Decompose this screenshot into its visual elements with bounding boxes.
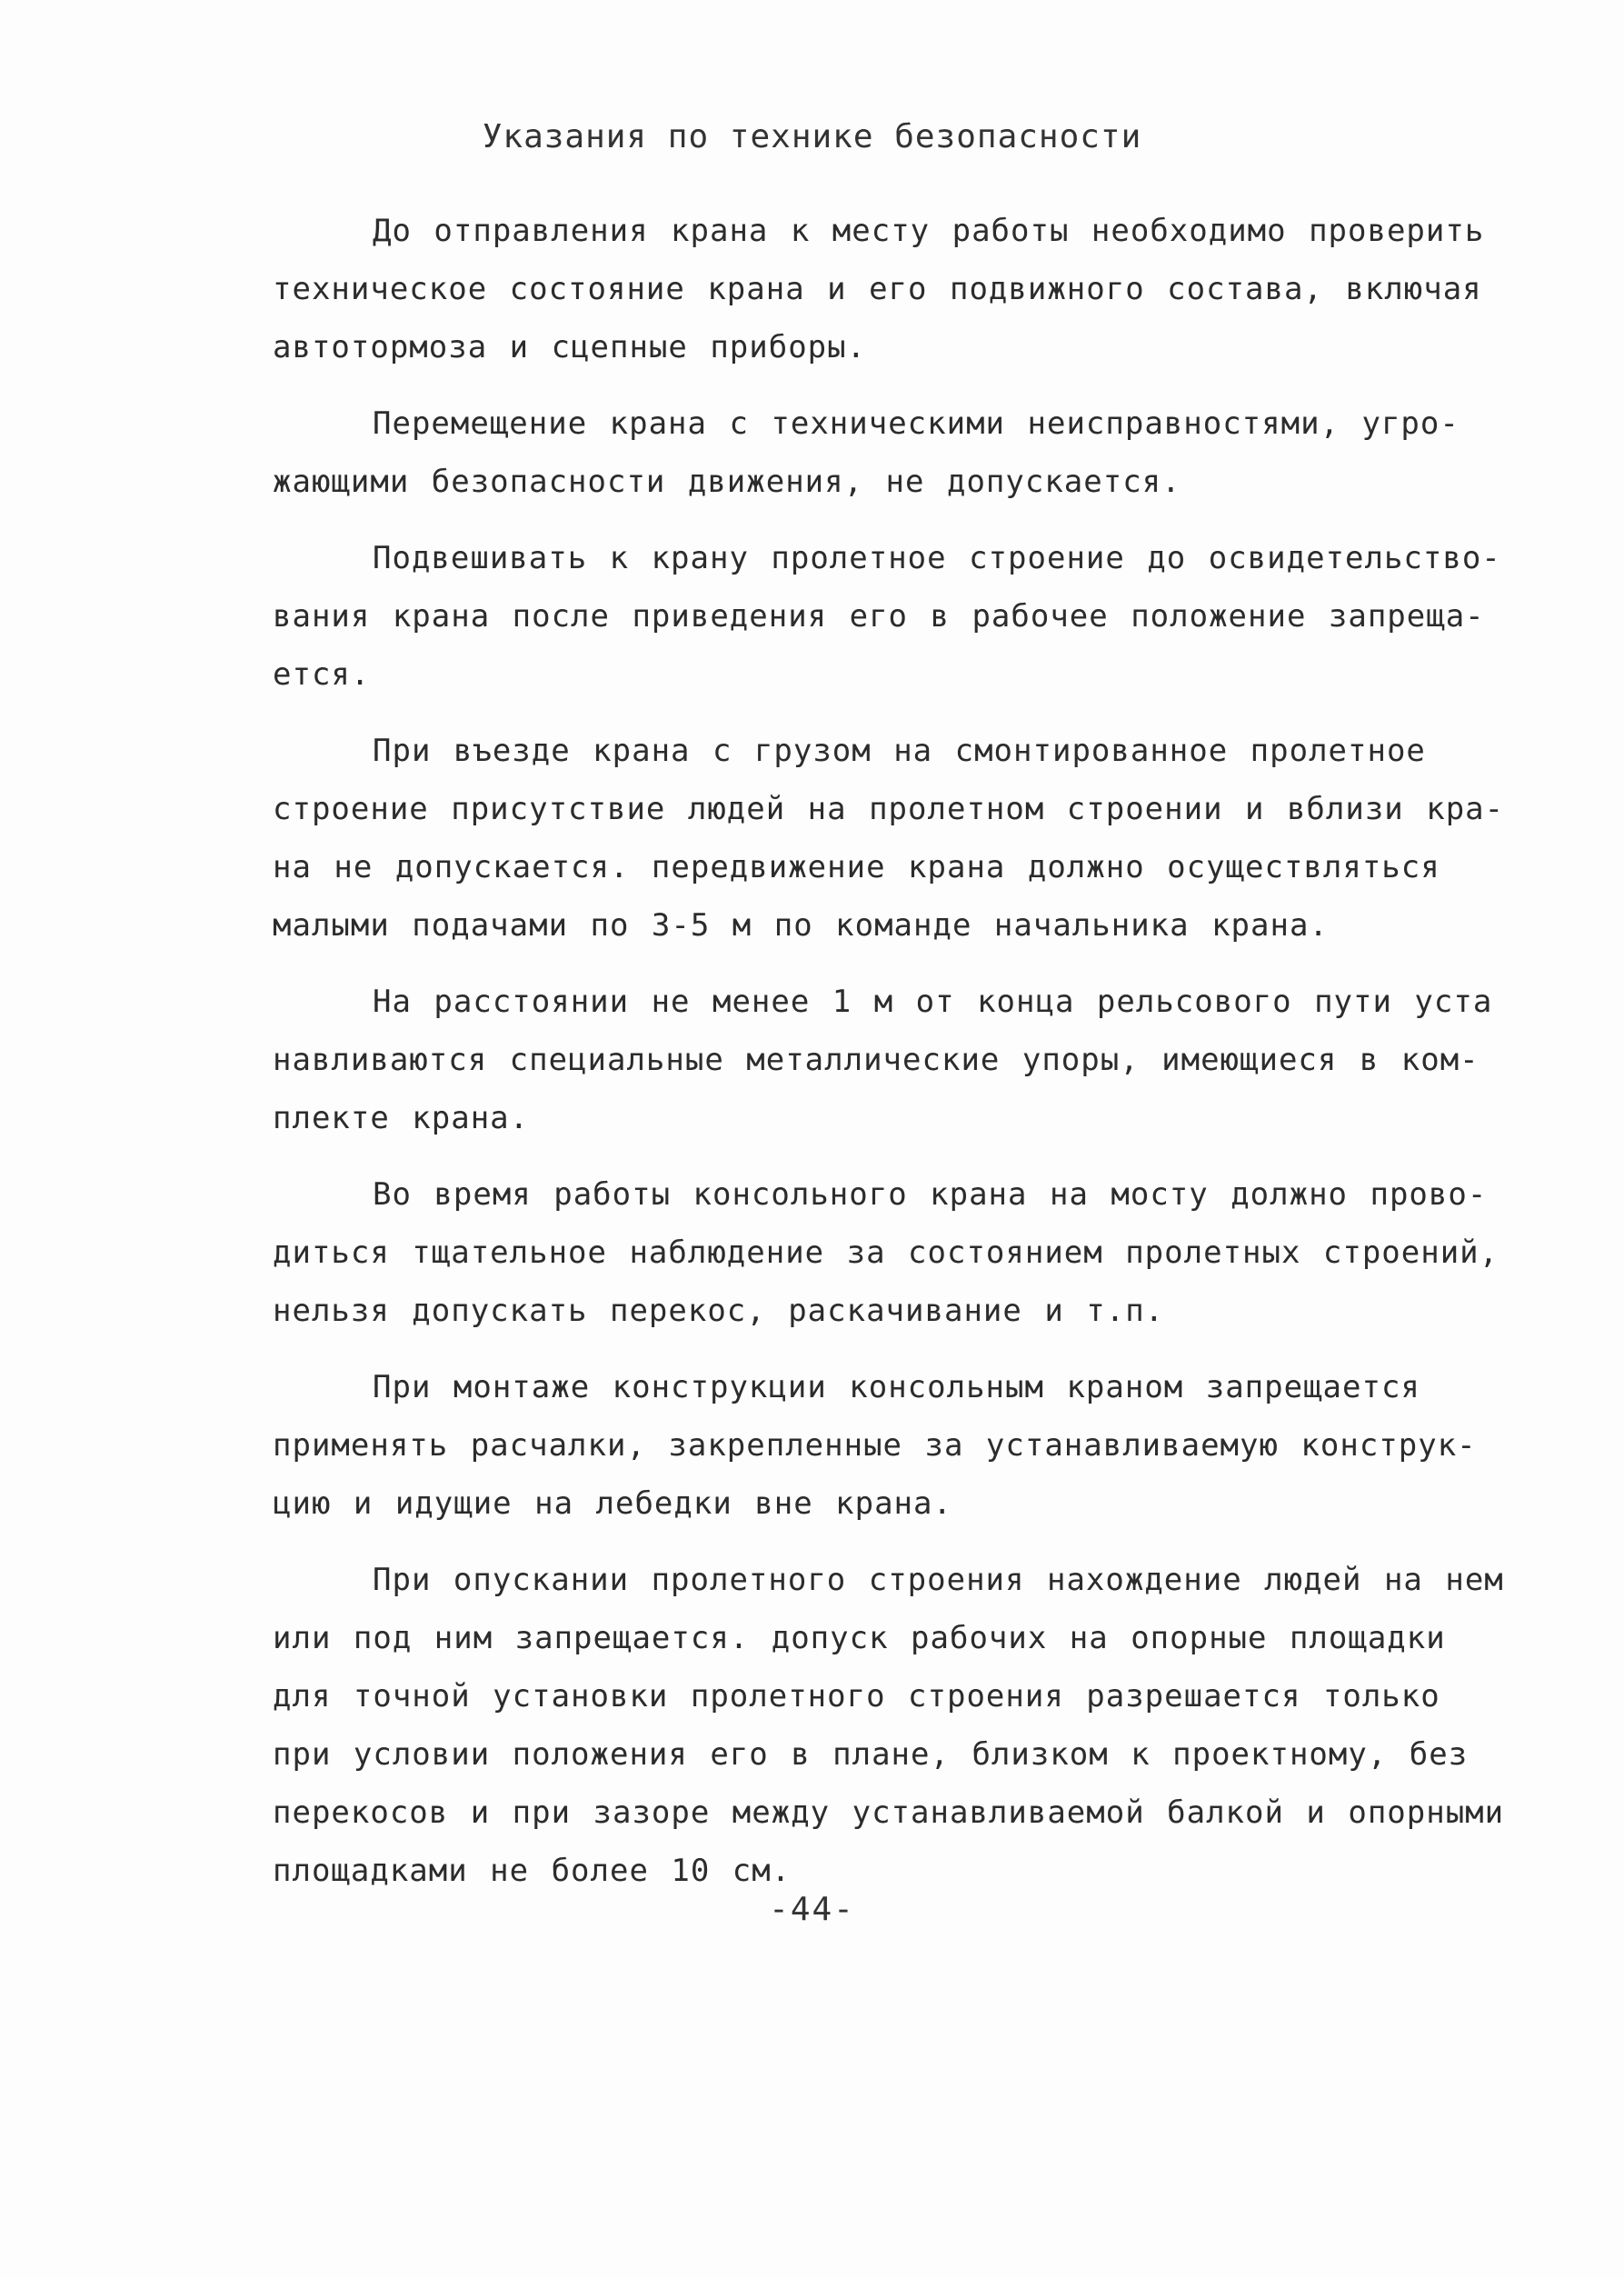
paragraph-line: на не допускается. передвижение крана должно осуществляться [273,849,1440,885]
paragraph-line: При въезде крана с грузом на смонтированное пролетное [373,733,1426,769]
paragraph [273,395,1460,511]
paragraph-line: навливаются специальные металлические упоры, имеющиеся в ком- [273,1042,1480,1078]
paragraph-line: применять расчалки, закрепленные за устанавливаемую конструк- [273,1427,1477,1464]
paragraph [273,722,1505,955]
paragraph-line: вания крана после приведения его в рабочее положение запреща- [273,598,1485,635]
paragraph [273,973,1493,1147]
paragraph-line: нельзя допускать перекос, раскачивание и т.п. [273,1293,1165,1329]
page-title: Указания по технике безопасности [482,118,1142,155]
paragraph-line: При опускании пролетного строения нахождение людей на нем [373,1562,1504,1598]
paragraph-line: при условии положения его в плане, близком к проектному, без [273,1736,1469,1773]
paragraph-line: На расстоянии не менее 1 м от конца рельсового пути уста [373,984,1493,1020]
paragraph [273,202,1485,376]
paragraph-line: или под ним запрещается. допуск рабочих на опорные площадки [273,1620,1446,1656]
paragraph-line: При монтаже конструкции консольным краном запрещается [373,1369,1420,1405]
paragraph [273,1165,1499,1340]
paragraph-line: площадками не более 10 см. [273,1853,792,1889]
page-number: -44- [769,1891,855,1928]
paragraph-line: цию и идущие на лебедки вне крана. [273,1485,952,1522]
paragraph-line: диться тщательное наблюдение за состоянием пролетных строений, [273,1234,1499,1271]
paragraph-line: плекте крана. [273,1100,530,1136]
paragraph-line: строение присутствие людей на пролетном строении и вблизи кра- [273,791,1505,827]
paragraph-line: жающими безопасности движения, не допускается. [273,464,1181,500]
paragraph [273,1551,1505,1900]
paragraph-line: До отправления крана к месту работы необходимо проверить [373,213,1485,249]
paragraph-line: перекосов и при зазоре между устанавливаемой балкой и опорными [273,1794,1505,1831]
paragraph-line: малыми подачами по 3-5 м по команде начальника крана. [273,907,1329,944]
paragraph-line: автотормоза и сцепные приборы. [273,329,867,365]
document-body [273,202,1505,1918]
paragraph-line: Подвешивать к крану пролетное строение до освидетельство- [373,540,1501,576]
paragraph [273,529,1501,704]
paragraph-line: ется. [273,656,371,693]
paragraph-line: Перемещение крана с техническими неисправностями, угро- [373,405,1460,442]
paragraph-line: для точной установки пролетного строения разрешается только [273,1678,1440,1714]
paragraph-line: Во время работы консольного крана на мосту должно прово- [373,1176,1488,1213]
paragraph [273,1358,1477,1533]
paragraph-line: техническое состояние крана и его подвижного состава, включая [273,271,1482,307]
